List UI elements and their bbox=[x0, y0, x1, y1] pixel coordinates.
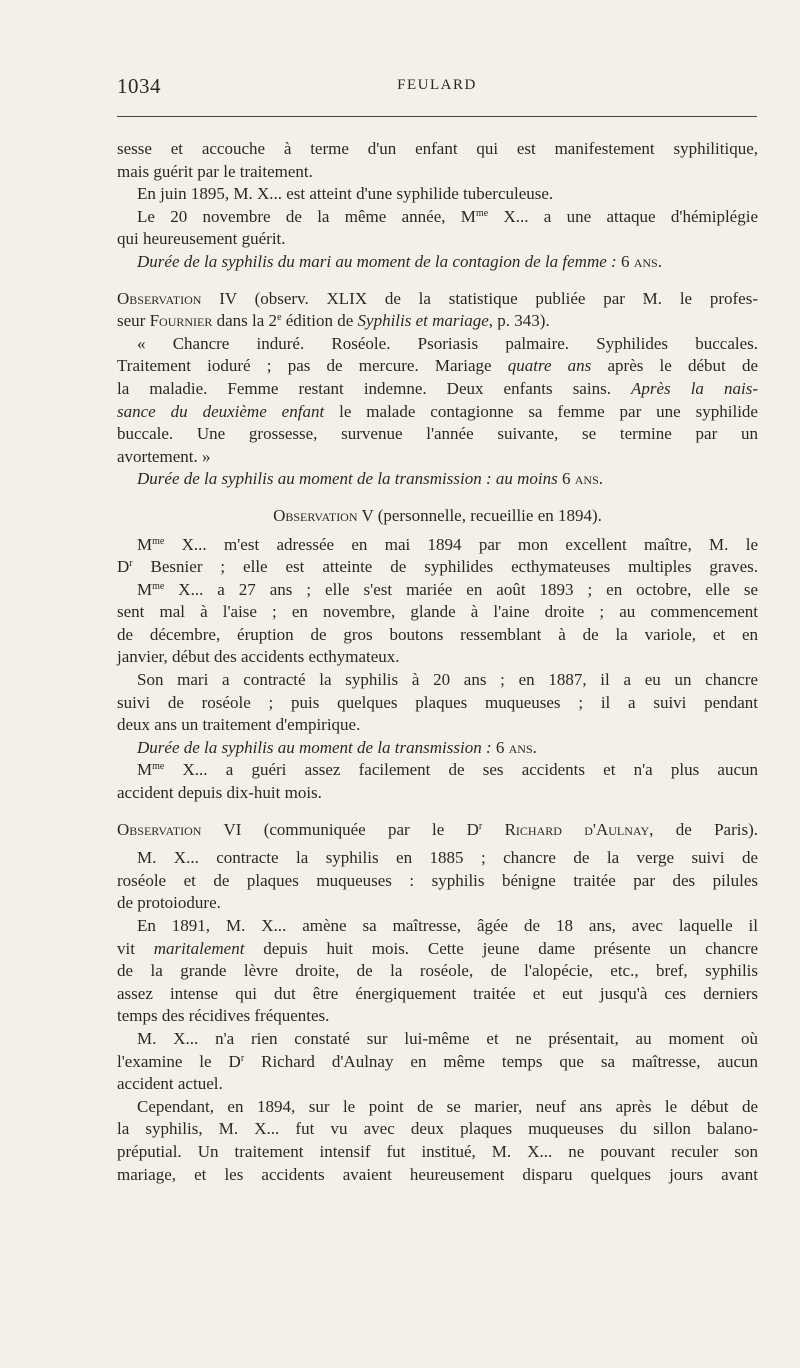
text-line: mais guérit par le traitement. bbox=[117, 161, 313, 181]
text-line: mariage, et les accidents avaient heureusement disparu quelques jours avant bbox=[117, 1164, 758, 1184]
observation-heading: Observation VI (communiquée par le $D^r$ Richard d'Aulnay, de Paris). bbox=[117, 819, 758, 839]
running-head: FEULARD bbox=[397, 77, 477, 93]
text-line: En 1891, M. X... amène sa maîtresse, âgée de 18 ans, avec laquelle il bbox=[137, 916, 758, 935]
observation-heading: Observation V (personnelle, recueillie en 1894). bbox=[273, 505, 602, 525]
text-line: Traitement ioduré ; pas de mercure. Mariage quatre ans après le début de bbox=[117, 356, 759, 376]
text-line: $M^{me}$ X... a guéri assez facilement de ses accidents et n'a plus aucun bbox=[137, 760, 758, 780]
text-line: la syphilis, M. X... fut vu avec deux plaques muqueuses du sillon balano- bbox=[117, 1119, 758, 1139]
text-line: M. X... n'a rien constaté sur lui-même et ne présentait, au moment où bbox=[137, 1028, 758, 1048]
text-line: accident depuis dix-huit mois. bbox=[117, 783, 322, 803]
text-line: M. X... contracte la syphilis en 1885 ; chancre de la verge suivi de bbox=[137, 848, 758, 868]
text-line: de décembre, éruption de gros boutons ressemblant à de la variole, et en bbox=[117, 624, 758, 644]
text-line: deux ans un traitement d'empirique. bbox=[117, 715, 361, 735]
text-line: « Chancre induré. Roséole. Psoriasis palmaire. Syphilides buccales. bbox=[137, 333, 758, 353]
text-line: de la grande lèvre droite, de la roséole, de l'alopécie, etc., bref, syphilis bbox=[117, 961, 758, 981]
text-line: sesse et accouche à terme d'un enfant qui est manifestement syphilitique, bbox=[117, 139, 758, 158]
page-number: 1034 bbox=[117, 74, 161, 98]
duration-line: Durée de la syphilis au moment de la transmission : au moins 6 ans. bbox=[137, 469, 603, 489]
page-header bbox=[117, 74, 757, 104]
text-line: la maladie. Femme restant indemne. Deux enfants sains. Après la nais- bbox=[117, 378, 758, 398]
text-line: l'examine le $D^r$ Richard d'Aulnay en même temps que sa maîtresse, aucun bbox=[117, 1051, 759, 1071]
text-line: roséole et de plaques muqueuses : syphilis bénigne traitée par des pilules bbox=[117, 870, 758, 890]
text-line: $D^r$ Besnier ; elle est atteinte de syphilides ecthymateuses multiples graves. bbox=[117, 557, 758, 577]
text-line: $M^{me}$ X... m'est adressée en mai 1894 par mon excellent maître, M. le bbox=[137, 534, 758, 554]
text-line: Cependant, en 1894, sur le point de se marier, neuf ans après le début de bbox=[137, 1096, 758, 1116]
duration-line: Durée de la syphilis au moment de la transmission : 6 ans. bbox=[137, 737, 537, 757]
duration-line: Durée de la syphilis du mari au moment de la contagion de la femme : 6 ans. bbox=[137, 251, 662, 271]
text-line: sent mal à l'aise ; en novembre, glande à l'aine droite ; au commencement bbox=[117, 602, 758, 622]
text-line: qui heureusement guérit. bbox=[117, 229, 286, 249]
text-line: Le 20 novembre de la même année, $M^{me}$ X... a une attaque d'hémiplégie bbox=[137, 206, 758, 226]
text-line: janvier, début des accidents ecthymateux. bbox=[117, 647, 400, 667]
text-line: vit maritalement depuis huit mois. Cette jeune dame présente un chancre bbox=[117, 938, 758, 958]
text-line: préputial. Un traitement intensif fut institué, M. X... ne pouvant reculer son bbox=[117, 1141, 758, 1161]
page-body bbox=[117, 138, 758, 1186]
text-line: assez intense qui dut être énergiquement traitée et eut jusqu'à ces derniers bbox=[117, 983, 758, 1003]
text-line: $M^{me}$ X... a 27 ans ; elle s'est mariée en août 1893 ; en octobre, elle se bbox=[137, 579, 758, 599]
header-rule bbox=[117, 116, 757, 117]
text-line: En juin 1895, M. X... est atteint d'une syphilide tuberculeuse. bbox=[137, 184, 554, 204]
text-line: suivi de roséole ; puis quelques plaques muqueuses ; il a suivi pendant bbox=[117, 692, 758, 712]
text-line: seur Fournier dans la 2e édition de Syphilis et mariage, p. 343). bbox=[117, 311, 550, 331]
text-line: buccale. Une grossesse, survenue l'année suivante, se termine par un bbox=[117, 424, 758, 444]
observation-heading: Observation IV (observ. XLIX de la statistique publiée par M. le profes- bbox=[117, 288, 758, 308]
text-line: accident actuel. bbox=[117, 1074, 223, 1094]
text-line: de protoiodure. bbox=[117, 893, 221, 913]
text-line: avortement. » bbox=[117, 446, 211, 466]
text-line: sance du deuxième enfant le malade contagionne sa femme par une syphilide bbox=[117, 401, 758, 421]
text-line: temps des récidives fréquentes. bbox=[117, 1006, 330, 1026]
text-line: Son mari a contracté la syphilis à 20 ans ; en 1887, il a eu un chancre bbox=[137, 670, 758, 690]
